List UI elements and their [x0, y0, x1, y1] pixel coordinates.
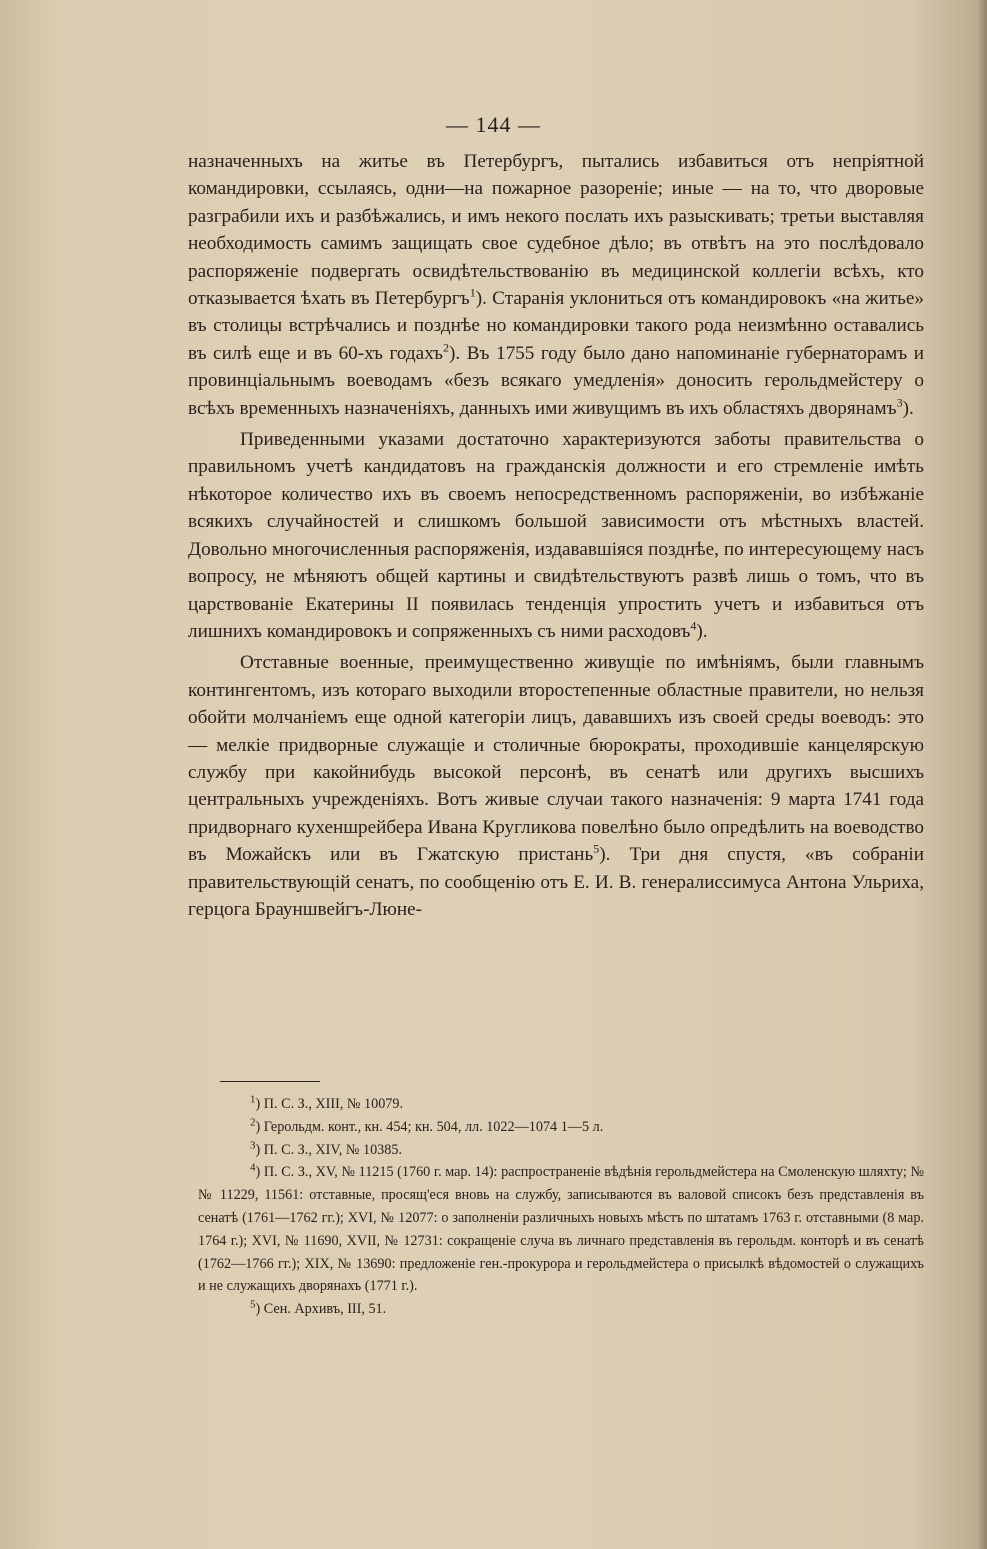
paragraph-1 [188, 148, 924, 422]
paragraph-text: ). [696, 620, 708, 642]
paragraph-text: Отставные военные, преимущественно живущіе по имѣніямъ, были главнымъ контингентомъ, изъ котораго выходили второстепенные областные правители, но нельзя обойти молчаніемъ еще одной категоріи лицъ, дававшихъ изъ своей среды воеводъ: это — мелкіе придворные служащіе и столичные бюрократы, проходившіе канцелярскую службу при какойнибудь высокой персонѣ, въ сенатѣ или другихъ высшихъ центральныхъ учрежденіяхъ. Вотъ живые случаи такого назначенія: 9 марта 1741 года придворнаго кухеншрейбера Ивана Кругликова повелѣно было опредѣлить на воеводство въ Можайскъ или въ Гжатскую пристань [188, 652, 924, 866]
paragraph-text: Приведенными указами достаточно характеризуются заботы правительства о правильномъ учетѣ кандидатовъ на гражданскія должности и его стремленіе имѣть нѣкоторое количество ихъ въ своемъ непосредственномъ распоряженіи, во избѣжаніе всякихъ случайностей и слишкомъ большой зависимости отъ мѣстныхъ властей. Довольно многочисленныя распоряженія, издававшіяся позднѣе, по интересующему насъ вопросу, не мѣняютъ общей картины и свидѣтельствуютъ развѣ лишь о томъ, что въ царствованіе Екатерины II появилась тенденція упростить учетъ и избавиться отъ лишнихъ командировокъ и сопряженныхъ съ ними расходовъ [188, 429, 924, 642]
paragraph-text: ). Старанія уклониться отъ командировокъ «на житье» въ столицы встрѣчались и позднѣе но командировки такого рода неизмѣнно оставались въ силѣ еще и въ 60-хъ годахъ [188, 288, 925, 364]
footnote-text: ) Сен. Архивъ, III, 51. [255, 1301, 387, 1318]
footnote-number: 1 [250, 1093, 256, 1106]
footnote-text: ) П. С. З., XV, № 11215 (1760 г. мар. 14): распространеніе вѣдѣнія герольдмейстера на Смоленскую шляхту; №№ 11229, 11561: отставные, просящ'еся вновь на службу, записываются въ валовой списокъ безъ представленія въ сенатѣ (1761—1762 гг.); XVI, № 12077: о заполненіи различныхъ новыхъ мѣстъ по штатамъ 1763 г. отставными (8 мар. 1764 г.); XVI, № 11690, XVII, № 12731: сокращеніе случа въ личнаго представленія въ герольдм. конторѣ и въ сенатѣ (1762—1766 гг.); XIX, № 13690: предложеніе ген.-прокурора и герольдмейстера о присылкѣ вѣдомостей о служащихъ и не служащихъ дворянахъ (1771 г.). [198, 1164, 924, 1295]
footnote-text: ) П. С. З., XIV, № 10385. [255, 1141, 402, 1158]
footnote-divider [220, 1081, 320, 1082]
footnote-ref: 2 [442, 340, 449, 355]
paragraph-3 [188, 649, 924, 923]
page-edge-shadow [977, 0, 987, 1549]
footnote [198, 1116, 924, 1139]
footnotes [198, 1093, 924, 1321]
footnote-ref: 1 [469, 285, 476, 300]
footnote-ref: 4 [690, 618, 697, 633]
footnote-number: 2 [250, 1116, 256, 1129]
footnote-number: 5 [250, 1298, 256, 1311]
footnote [198, 1161, 924, 1298]
footnote-ref: 3 [896, 395, 903, 410]
paragraph-text: ). [902, 397, 914, 419]
footnote [198, 1139, 924, 1162]
footnote-text: ) Герольдм. конт., кн. 454; кн. 504, лл. 1022—1074 1—5 л. [255, 1118, 604, 1135]
footnote-ref: 5 [593, 841, 600, 856]
paragraph-text: назначенныхъ на житье въ Петербургъ, пытались избавиться отъ непріятной командировки, ссылаясь, одни—на пожарное разореніе; иные — на то, что дворовые разграбили ихъ и разбѣжались, и имъ некого послать ихъ разыскивать; третьи выставляя необходимость самимъ защищать свое судебное дѣло; въ отвѣтъ на это послѣдовало распоряженіе подвергать освидѣтельствованію въ медицинской коллегіи всѣхъ, кто отказывается ѣхать въ Петербургъ [188, 151, 924, 310]
footnote-number: 3 [250, 1138, 256, 1151]
page-number: — 144 — [446, 112, 541, 137]
footnote [198, 1298, 924, 1321]
footnote-number: 4 [250, 1161, 256, 1174]
main-text [188, 148, 924, 923]
paragraph-text: ). Три дня спустя, «въ собраніи правительствующій сенатъ, по сообщенію отъ Е. И. В. генералиссимуса Антона Ульриха, герцога Брауншвейгъ-Люне- [188, 844, 924, 920]
paragraph-text: ). Въ 1755 году было дано напоминаніе губернаторамъ и провинціальнымъ воеводамъ «безъ всякаго умедленія» доносить герольдмейстеру о всѣхъ временныхъ назначеніяхъ, данныхъ ими живущимъ въ ихъ областяхъ дворянамъ [188, 342, 924, 419]
footnote [198, 1093, 924, 1116]
footnote-text: ) П. С. З., XIII, № 10079. [255, 1096, 404, 1112]
paragraph-2 [188, 426, 924, 645]
